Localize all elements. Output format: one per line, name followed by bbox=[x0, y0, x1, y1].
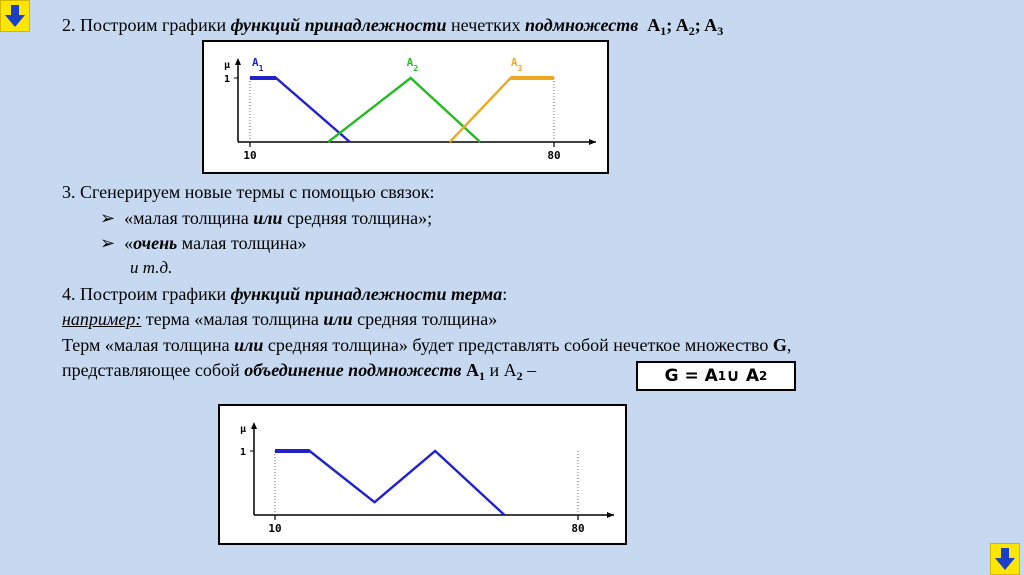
x-tick-label: 80 bbox=[571, 522, 585, 535]
set-a1: $A_1$; $A_2$; $A_3$ bbox=[647, 15, 724, 38]
membership-chart-svg bbox=[204, 42, 607, 172]
y-axis-arrow bbox=[235, 58, 241, 65]
bullet-item-2: ➢ «очень малая толщина» bbox=[100, 233, 307, 253]
x-axis-arrow bbox=[589, 139, 596, 145]
union-description-line: представляющее собой объединение подмножеств $A_1$ и $A_2$ – bbox=[62, 360, 537, 383]
x-tick-label: 80 bbox=[547, 149, 561, 162]
bullet-arrow-icon: ➢ bbox=[100, 233, 116, 253]
arrow-down-icon bbox=[993, 546, 1017, 572]
y-tick-label: 1 bbox=[224, 74, 231, 85]
nav-down-button-top[interactable] bbox=[0, 0, 30, 32]
series-label: $A_1$ bbox=[252, 56, 264, 73]
step2-mid: нечетких bbox=[446, 15, 525, 35]
series-label: $A_3$ bbox=[510, 56, 523, 73]
step4-heading: 4. Построим графики функций принадлежности терма: bbox=[62, 284, 508, 304]
nav-down-button-bottom[interactable] bbox=[990, 543, 1020, 575]
y-tick-label: 1 bbox=[240, 447, 247, 458]
x-tick-label: 10 bbox=[243, 149, 257, 162]
step3-title: 3. Сгенерируем новые термы с помощью связок: bbox=[62, 182, 435, 202]
step2-prefix: 2. Построим графики bbox=[62, 15, 231, 35]
membership-chart-union bbox=[218, 404, 627, 545]
series-line bbox=[275, 451, 504, 515]
union-chart-svg bbox=[220, 406, 625, 543]
step2-emph: функций принадлежности bbox=[230, 15, 447, 35]
y-axis-label: μ bbox=[224, 60, 231, 71]
step2-heading bbox=[62, 14, 723, 36]
term-description-line: Терм «малая толщина или средняя толщина» будет представлять собой нечеткое множество G, bbox=[62, 335, 792, 355]
bullet-item-1: ➢ «малая толщина или средняя толщина»; bbox=[100, 208, 433, 228]
bullet-arrow-icon: ➢ bbox=[100, 208, 116, 228]
etc-text: и т.д. bbox=[130, 258, 173, 277]
x-tick-label: 10 bbox=[268, 522, 282, 535]
series-line bbox=[450, 78, 554, 142]
step2-emph2: подмножеств bbox=[524, 15, 639, 35]
example-line: например: терма «малая толщина или средняя толщина» bbox=[62, 309, 498, 329]
x-axis-arrow bbox=[607, 512, 614, 518]
arrow-down-icon bbox=[3, 3, 27, 29]
y-axis-arrow bbox=[251, 422, 257, 429]
series-label: $A_2$ bbox=[406, 56, 419, 73]
union-formula: G = A 1 ∪ A 2 bbox=[636, 361, 796, 391]
membership-chart-a123 bbox=[202, 40, 609, 174]
y-axis-label: μ bbox=[240, 424, 247, 435]
series-line bbox=[250, 78, 350, 142]
